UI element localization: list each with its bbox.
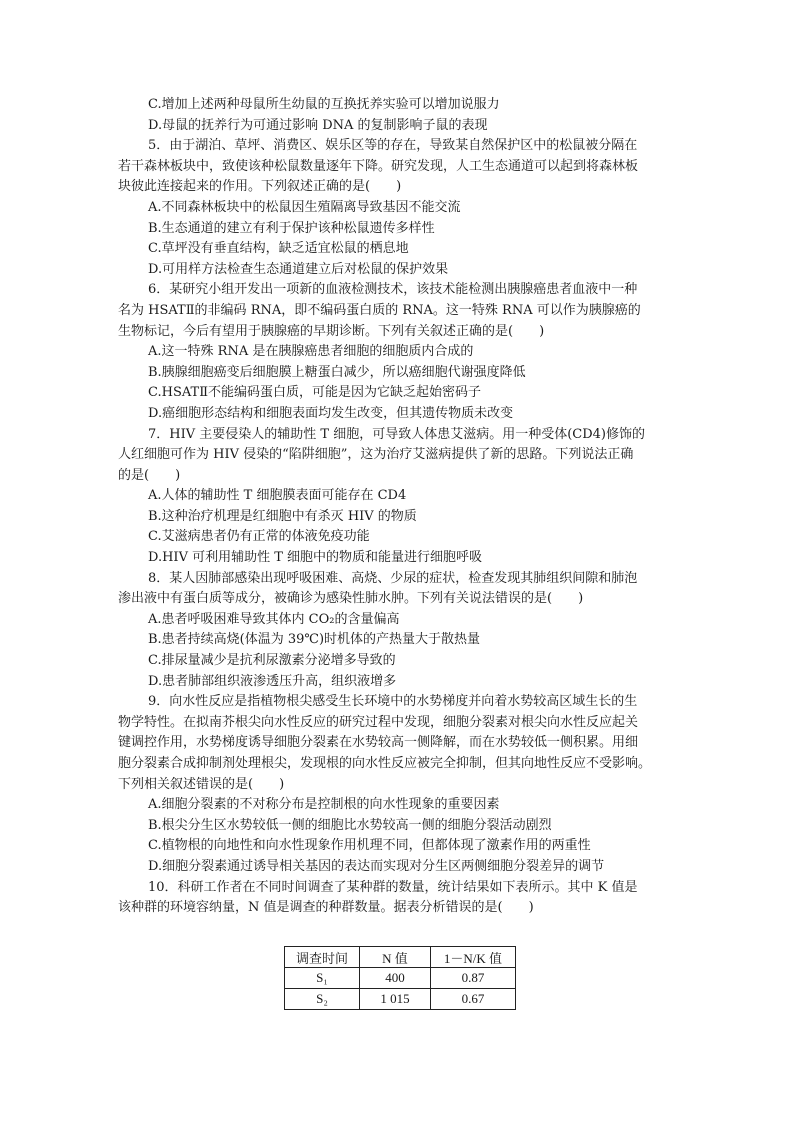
table-row xyxy=(285,968,516,989)
question-stem-line: 5．由于湖泊、草坪、消费区、娱乐区等的存在，导致某自然保护区中的松鼠被分隔在 xyxy=(148,138,638,154)
answer-option: B.这种治疗机理是红细胞中有杀灭 HIV 的物质 xyxy=(148,508,417,524)
question-stem-line: 6．某研究小组开发出一项新的血液检测技术，该技术能检测出胰腺癌患者血液中一种 xyxy=(148,282,638,298)
table-cell: S₂ xyxy=(285,989,360,1010)
answer-option: D.癌细胞形态结构和细胞表面均发生改变，但其遗传物质未改变 xyxy=(148,405,514,421)
table-cell: 0.67 xyxy=(431,989,516,1010)
answer-option: D.母鼠的抚养行为可通过影响 DNA 的复制影响子鼠的表现 xyxy=(148,117,488,133)
answer-option: D.可用样方法检查生态通道建立后对松鼠的保护效果 xyxy=(148,261,449,277)
question-stem-line: 7．HIV 主要侵染人的辅助性 T 细胞，可导致人体患艾滋病。用一种受体(CD4)修饰的 xyxy=(148,426,645,442)
question-text-line: 键调控作用，水势梯度诱导细胞分裂素在水势较高一侧降解，而在水势较低一侧积累。用细 xyxy=(118,735,639,751)
table-header-row xyxy=(285,947,516,968)
question-text-line: 该种群的环境容纳量，N 值是调查的种群数量。据表分析错误的是( ) xyxy=(118,900,534,916)
table-header-cell: 调查时间 xyxy=(285,947,360,968)
question-text-line: 名为 HSATⅡ的非编码 RNA，即不编码蛋白质的 RNA。这一特殊 RNA 可以作为胰腺癌的 xyxy=(118,302,641,318)
question-text-line: 的是( ) xyxy=(118,467,181,483)
table-cell: 0.87 xyxy=(431,968,516,989)
question-text-line: 物学特性。在拟南芥根尖向水性反应的研究过程中发现，细胞分裂素对根尖向水性反应起关 xyxy=(118,714,639,730)
table-cell: 1 015 xyxy=(360,989,431,1010)
answer-option: B.根尖分生区水势较低一侧的细胞比水势较高一侧的细胞分裂活动剧烈 xyxy=(148,817,552,833)
question-stem-line: 8．某人因肺部感染出现呼吸困难、高烧、少尿的症状，检查发现其肺组织间隙和肺泡 xyxy=(148,570,638,586)
question-text-line: 胞分裂素合成抑制剂处理根尖，发现根的向水性反应被完全抑制，但其向地性反应不受影响。 xyxy=(118,756,652,771)
answer-option: D.患者肺部组织液渗透压升高，组织液增多 xyxy=(148,673,397,689)
table-cell: S₁ xyxy=(285,968,360,989)
answer-option: D.HIV 可利用辅助性 T 细胞中的物质和能量进行细胞呼吸 xyxy=(148,550,483,566)
answer-option: A.患者呼吸困难导致其体内 CO₂的含量偏高 xyxy=(148,611,400,627)
question-text-line: 生物标记，今后有望用于胰腺癌的早期诊断。下列有关叙述正确的是( ) xyxy=(118,323,545,339)
question-text-block xyxy=(118,95,676,919)
answer-option: C.艾滋病患者仍有正常的体液免疫功能 xyxy=(148,529,370,545)
answer-option: B.胰腺细胞癌变后细胞膜上糖蛋白减少，所以癌细胞代谢强度降低 xyxy=(148,364,526,380)
answer-option: C.排尿量减少是抗利尿激素分泌增多导致的 xyxy=(148,653,396,669)
answer-option: C.HSATⅡ不能编码蛋白质，可能是因为它缺乏起始密码子 xyxy=(148,385,482,401)
table-header-cell: 1－N/K 值 xyxy=(431,947,516,968)
question-text-line: 渗出液中有蛋白质等成分，被确诊为感染性肺水肿。下列有关说法错误的是( ) xyxy=(118,591,584,607)
answer-option: B.患者持续高烧(体温为 39℃)时机体的产热量大于散热量 xyxy=(148,632,481,648)
answer-option: C.增加上述两种母鼠所生幼鼠的互换抚养实验可以增加说服力 xyxy=(148,97,500,112)
survey-table xyxy=(284,946,516,1010)
table-cell: 400 xyxy=(360,968,431,989)
answer-option: D.细胞分裂素通过诱导相关基因的表达而实现对分生区两侧细胞分裂差异的调节 xyxy=(148,858,605,874)
question-stem-line: 10．科研工作者在不同时间调查了某种群的数量，统计结果如下表所示。其中 K 值是 xyxy=(148,879,638,895)
table-header-cell: N 值 xyxy=(360,947,431,968)
question-text-line: 下列相关叙述错误的是( ) xyxy=(118,776,285,792)
answer-option: B.生态通道的建立有利于保护该种松鼠遗传多样性 xyxy=(148,220,435,236)
answer-option: C.草坪没有垂直结构，缺乏适宜松鼠的栖息地 xyxy=(148,241,409,257)
answer-option: C.植物根的向地性和向水性现象作用机理不同，但都体现了激素作用的两重性 xyxy=(148,838,591,854)
answer-option: A.这一特殊 RNA 是在胰腺癌患者细胞的细胞质内合成的 xyxy=(148,344,474,360)
answer-option: A.细胞分裂素的不对称分布是控制根的向水性现象的重要因素 xyxy=(148,797,500,813)
question-text-line: 若干森林板块中，致使该种松鼠数量逐年下降。研究发现，人工生态通道可以起到将森林板 xyxy=(118,158,639,174)
question-stem-line: 9．向水性反应是指植物根尖感受生长环境中的水势梯度并向着水势较高区域生长的生 xyxy=(148,694,638,710)
table-row xyxy=(285,989,516,1010)
question-text-line: 人红细胞可作为 HIV 侵染的“陷阱细胞”，这为治疗艾滋病提供了新的思路。下列说法正确 xyxy=(118,447,634,463)
answer-option: A.不同森林板块中的松鼠因生殖隔离导致基因不能交流 xyxy=(148,199,461,215)
answer-option: A.人体的辅助性 T 细胞膜表面可能存在 CD4 xyxy=(148,488,407,504)
question-text-line: 块彼此连接起来的作用。下列叙述正确的是( ) xyxy=(118,179,402,195)
